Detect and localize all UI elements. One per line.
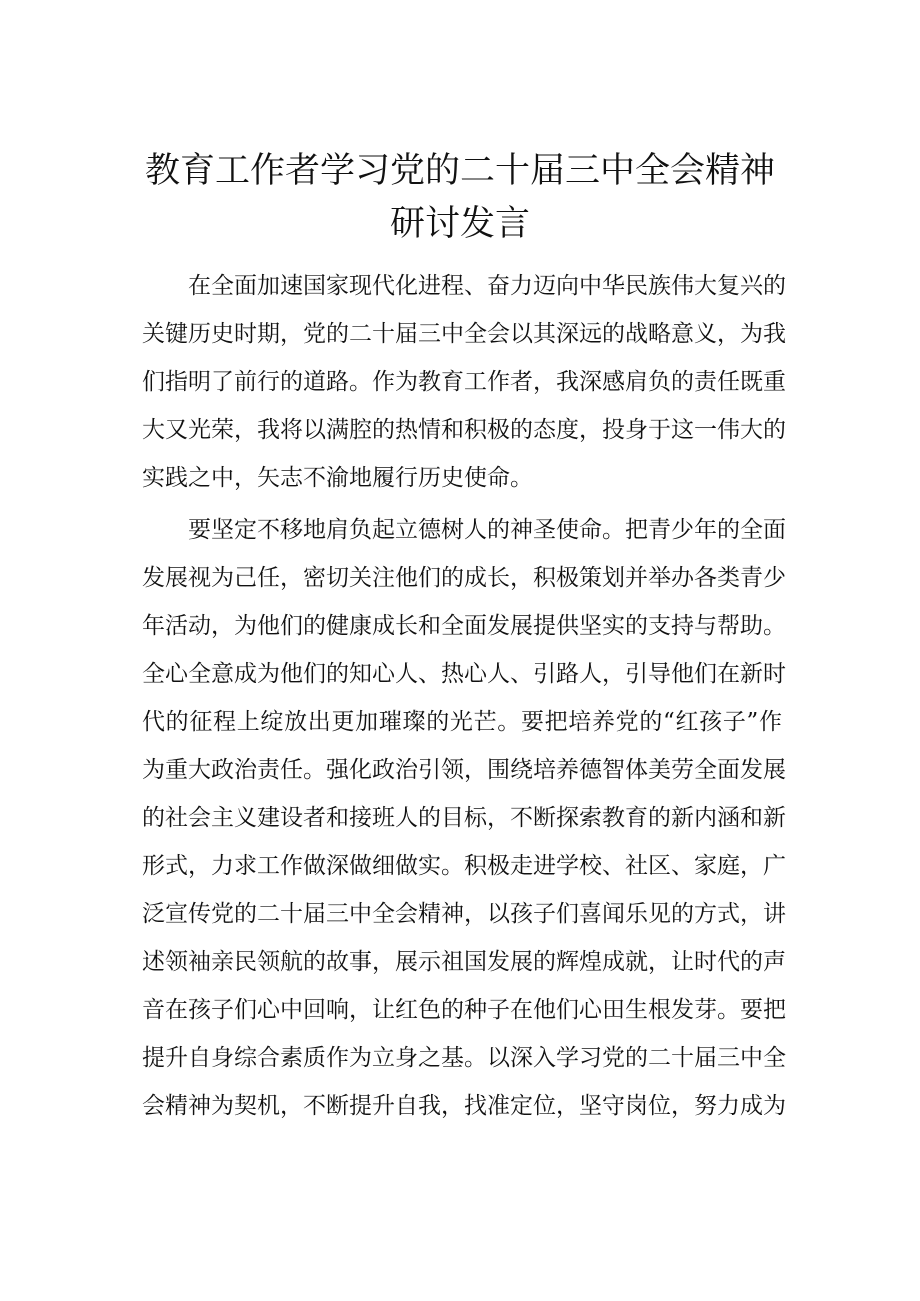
paragraph-1-line-2: 关键历史时期，党的二十届三中全会以其深远的战略意义，为我 xyxy=(142,321,786,347)
paragraph-2-line-9: 泛宣传党的二十届三中全会精神，以孩子们喜闻乐见的方式，讲 xyxy=(142,901,786,927)
paragraph-2-line-4: 全心全意成为他们的知心人、热心人、引路人，引导他们在新时 xyxy=(142,661,786,687)
paragraph-2-line-5: 代的征程上绽放出更加璀璨的光芒。要把培养党的“红孩子”作 xyxy=(142,709,782,735)
paragraph-2-line-6: 为重大政治责任。强化政治引领，围绕培养德智体美劳全面发展 xyxy=(142,757,786,783)
paragraph-2-line-12: 提升自身综合素质作为立身之基。以深入学习党的二十届三中全 xyxy=(142,1045,786,1071)
paragraph-2-line-10: 述领袖亲民领航的故事，展示祖国发展的辉煌成就，让时代的声 xyxy=(142,949,786,975)
paragraph-1-line-5: 实践之中，矢志不渝地履行历史使命。 xyxy=(142,465,533,491)
paragraph-1-line-1: 在全面加速国家现代化进程、奋力迈向中华民族伟大复兴的 xyxy=(188,273,786,299)
document-title-line-1: 教育工作者学习党的二十届三中全会精神 xyxy=(144,151,775,191)
paragraph-2-line-13: 会精神为契机，不断提升自我，找准定位，坚守岗位，努力成为 xyxy=(142,1093,786,1119)
paragraph-2-line-2: 发展视为己任，密切关注他们的成长，积极策划并举办各类青少 xyxy=(142,565,786,591)
paragraph-2-line-11: 音在孩子们心中回响，让红色的种子在他们心田生根发芽。要把 xyxy=(142,997,786,1023)
paragraph-1-line-3: 们指明了前行的道路。作为教育工作者，我深感肩负的责任既重 xyxy=(142,369,786,395)
paragraph-2-line-3: 年活动，为他们的健康成长和全面发展提供坚实的支持与帮助。 xyxy=(142,613,786,639)
paragraph-2-line-8: 形式，力求工作做深做细做实。积极走进学校、社区、家庭，广 xyxy=(142,853,786,879)
paragraph-2-line-7: 的社会主义建设者和接班人的目标，不断探索教育的新内涵和新 xyxy=(142,805,786,831)
document-title-line-2: 研讨发言 xyxy=(389,204,530,244)
paragraph-1-line-4: 大又光荣，我将以满腔的热情和积极的态度，投身于这一伟大的 xyxy=(142,417,786,443)
paragraph-2-line-1: 要坚定不移地肩负起立德树人的神圣使命。把青少年的全面 xyxy=(188,517,786,543)
